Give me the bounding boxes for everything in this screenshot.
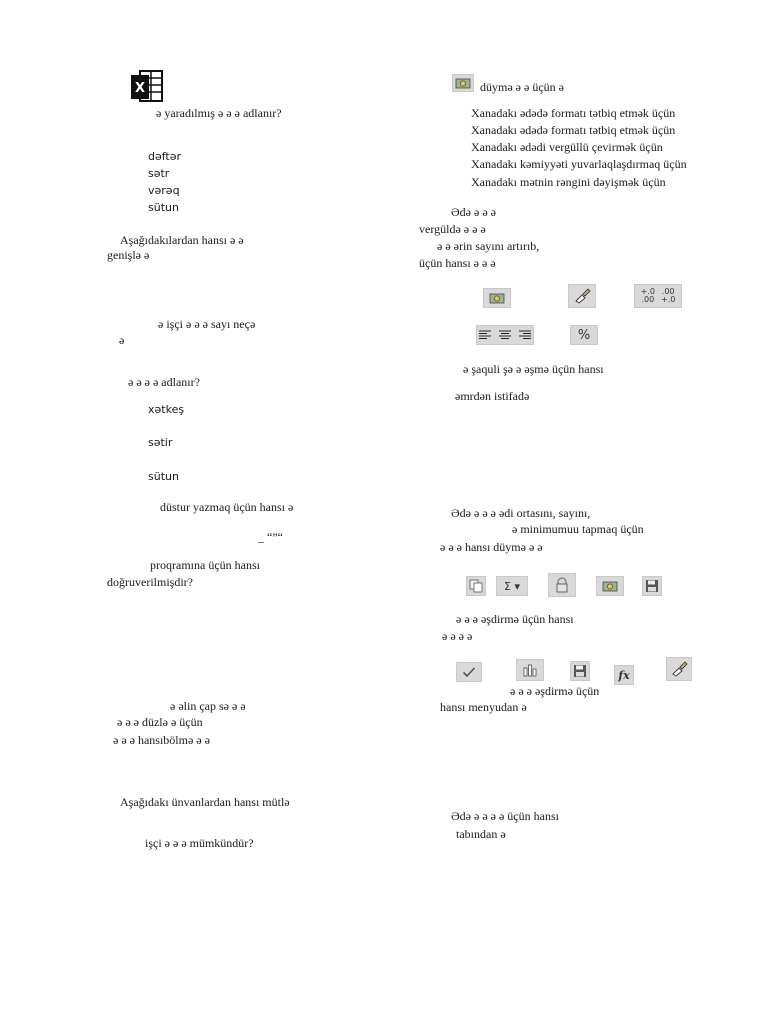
decrease-decimal-icon[interactable]: .00 +.0 [661,287,676,304]
question-7-line-1: ə əlin çap sə ə ə [170,699,246,713]
question-r4-line-3: ə ə ə hansı düymə ə ə [440,540,543,554]
question-r6-line-2: hansı menyudan ə [440,700,527,714]
option-item[interactable]: Xanadakı mətnin rəngini dəyişmək üçün [471,175,666,189]
align-center-icon[interactable] [498,330,512,340]
chart-button[interactable] [516,659,544,681]
question-2-line-1: Aşağıdakılardan hansı ə ə [120,233,244,247]
question-7-line-3: ə ə ə hansıbölmə ə ə [113,733,210,747]
question-r3-line-2: əmrdən istifadə [455,389,530,403]
svg-text:X: X [134,81,146,96]
option-item[interactable]: sütun [148,470,179,483]
option-item[interactable]: sətir [148,436,173,449]
question-8-line-1: Aşağıdakı ünvanlardan hansı mütlə [120,795,290,809]
save-button[interactable] [570,661,590,681]
option-item[interactable]: xətkeş [148,403,185,416]
floppy-disk-icon [645,579,659,593]
question-r1-line: düymə ə ə üçün ə [480,80,564,94]
increase-decimal-icon[interactable]: +.0 .00 [640,287,655,304]
question-r2-line-4: üçün hansı ə ə ə [419,256,496,270]
question-8-line-2: işçi ə ə ə mümkündür? [145,836,254,850]
insert-function-button[interactable]: fx [614,665,634,685]
align-left-icon[interactable] [478,330,492,340]
option-item[interactable]: Xanadakı ədədə formatı tətbiq etmək üçün [471,106,676,120]
question-r2-line-2: vergüldə ə ə ə [419,222,486,236]
option-item[interactable]: vərəq [148,184,180,197]
currency-format-button[interactable] [596,576,624,596]
question-r4-line-1: Ədə ə ə ə ədi ortasını, sayını, [451,506,591,520]
align-right-icon[interactable] [518,330,532,340]
alignment-buttons-group[interactable] [476,325,534,345]
protect-button[interactable] [548,573,576,597]
option-item[interactable]: Xanadakı ədədə formatı tətbiq etmək üçün [471,123,676,137]
question-r2-line-1: Ədə ə ə ə [451,205,496,219]
question-5-line-1: düstur yazmaq üçün hansı ə [160,500,294,514]
question-5-line-2: _ “”“ [258,530,283,544]
autosum-button[interactable]: Σ ▾ [496,576,528,596]
question-r5-line-2: ə ə ə ə [442,629,473,643]
question-6-line-1: proqramına üçün hansı [150,558,260,572]
option-item[interactable]: dəftər [148,150,182,163]
option-item[interactable]: sütun [148,201,179,214]
currency-format-button[interactable] [483,288,511,308]
floppy-disk-icon [573,664,587,678]
lock-icon [554,577,570,593]
percent-style-button[interactable]: % [570,325,598,345]
question-2-line-2: genişlə ə [107,248,150,262]
decimal-buttons-group[interactable] [634,284,682,308]
question-6-line-2: doğruverilmişdir? [107,575,193,589]
question-3-line-2: ə [119,333,125,347]
format-painter-button[interactable] [568,284,596,308]
currency-icon [455,77,471,89]
option-item[interactable]: sətr [148,167,170,180]
currency-format-button[interactable] [452,74,474,92]
option-item[interactable]: Xanadakı kəmiyyəti yuvarlaqlaşdırmaq üçün [471,157,687,171]
enter-check-button[interactable] [456,662,482,682]
option-item[interactable]: Xanadakı ədədi vergüllü çevirmək üçün [471,140,663,154]
question-r7-line-1: Ədə ə ə ə ə üçün hansı [451,809,559,823]
question-r4-line-2: ə minimumuu tapmaq üçün [512,522,644,536]
format-painter-button[interactable] [666,657,692,681]
currency-icon [602,580,618,592]
excel-logo-icon [130,69,164,103]
brush-icon [573,288,591,304]
save-button[interactable] [642,576,662,596]
question-4-text: ə ə ə ə adlanır? [128,375,200,389]
question-r3-line-1: ə şaquli şə ə əşmə üçün hansı [463,362,604,376]
question-r2-line-3: ə ə ərin sayını artırıb, [437,239,540,253]
question-1-text: ə yaradılmış ə ə ə adlanır? [156,106,282,120]
question-r7-line-2: tabından ə [456,827,506,841]
question-7-line-2: ə ə ə düzlə ə üçün [117,715,203,729]
question-r6-line-1: ə ə ə əşdirmə üçün [510,684,600,698]
bar-chart-icon [522,663,538,677]
brush-icon [670,661,688,677]
copy-icon [469,579,483,593]
question-r5-line-1: ə ə ə əşdirmə üçün hansı [456,612,574,626]
checkmark-icon [462,666,476,678]
copy-button[interactable] [466,576,486,596]
question-3-line-1: ə işçi ə ə ə sayı neçə [158,317,256,331]
currency-icon [489,292,505,304]
